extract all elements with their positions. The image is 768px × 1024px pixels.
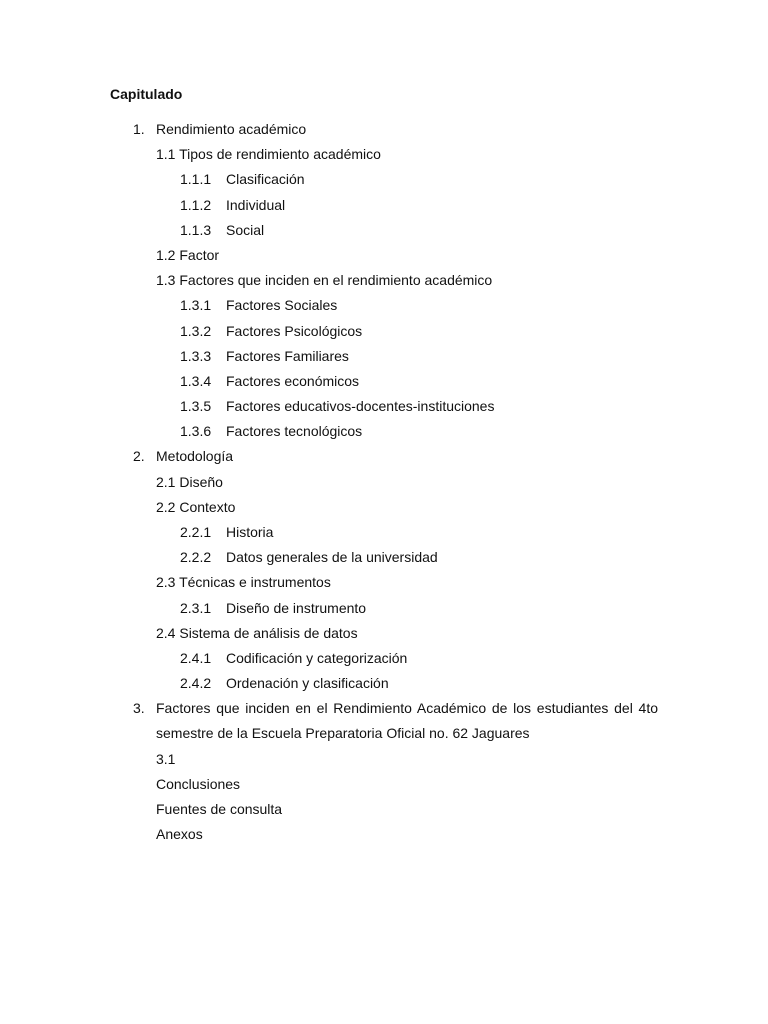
toc-text: Codificación y categorización xyxy=(226,649,408,666)
toc-entry-fuentes xyxy=(0,799,768,824)
toc-number: 1.3.2 xyxy=(180,322,212,339)
toc-entry-2-1 xyxy=(0,472,768,497)
toc-text: Factores Sociales xyxy=(226,297,338,314)
toc-text: Diseño de instrumento xyxy=(226,599,367,616)
toc-entry-1-1 xyxy=(0,144,768,169)
toc-number: 1.1.1 xyxy=(180,171,212,188)
toc-entry-1-3-5 xyxy=(0,396,768,421)
toc-number: 2.4.1 xyxy=(180,649,212,666)
toc-text: 1.2 Factor xyxy=(156,246,220,263)
toc-number: 1.3.3 xyxy=(180,347,212,364)
toc-entry-1-3-2 xyxy=(0,321,768,346)
toc-number: 3. xyxy=(133,700,145,717)
toc-entry-2-3-1 xyxy=(0,598,768,623)
toc-entry-1-1-1 xyxy=(0,169,768,194)
toc-text: Factores económicos xyxy=(226,372,360,389)
toc-number: 1.1.3 xyxy=(180,221,212,238)
toc-text: Social xyxy=(226,221,265,238)
toc-text: Individual xyxy=(226,196,286,213)
table-of-contents xyxy=(0,119,768,849)
toc-entry-2-4-1 xyxy=(0,648,768,673)
toc-text: Anexos xyxy=(156,826,203,843)
toc-number: 1. xyxy=(133,121,145,137)
toc-entry-1-3-6 xyxy=(0,421,768,446)
toc-text: 1.1 Tipos de rendimiento académico xyxy=(156,146,381,163)
toc-entry-2-2-1 xyxy=(0,522,768,547)
toc-text: 2.1 Diseño xyxy=(156,473,223,490)
toc-number: 2.4.2 xyxy=(180,675,212,692)
toc-entry-2-2-2 xyxy=(0,547,768,572)
toc-number: 1.3.6 xyxy=(180,423,212,440)
toc-number: 1.3.1 xyxy=(180,297,212,314)
toc-entry-2 xyxy=(0,446,768,471)
toc-entry-1 xyxy=(0,119,768,144)
toc-text: Conclusiones xyxy=(156,775,241,792)
toc-text: Factores Familiares xyxy=(226,347,349,364)
toc-text: Metodología xyxy=(156,448,234,465)
toc-entry-1-1-2 xyxy=(0,195,768,220)
toc-text: Historia xyxy=(226,524,274,540)
toc-number: 2.2.1 xyxy=(180,524,212,540)
toc-number: 1.1.2 xyxy=(180,196,212,213)
toc-text: Factores que inciden en el Rendimiento Académico de los estudiantes del 4to semestre de la Escuela Preparatoria Oficial no. 62 Jaguares xyxy=(156,699,658,741)
toc-entry-conclusiones xyxy=(0,774,768,799)
toc-entry-1-2 xyxy=(0,245,768,270)
toc-number: 2.3.1 xyxy=(180,599,212,616)
toc-entry-1-3-4 xyxy=(0,371,768,396)
toc-text: Factores tecnológicos xyxy=(226,423,363,440)
toc-entry-2-4 xyxy=(0,623,768,648)
toc-text: Clasificación xyxy=(226,171,305,188)
toc-text: 2.3 Técnicas e instrumentos xyxy=(156,574,331,591)
toc-number: 1.3.4 xyxy=(180,372,212,389)
toc-text: 3.1 xyxy=(156,750,176,767)
toc-text: Datos generales de la universidad xyxy=(226,549,438,566)
toc-entry-1-3-1 xyxy=(0,295,768,320)
toc-entry-2-4-2 xyxy=(0,673,768,698)
toc-entry-1-1-3 xyxy=(0,220,768,245)
toc-entry-2-3 xyxy=(0,572,768,597)
toc-text: Factores Psicológicos xyxy=(226,322,363,339)
toc-text: 2.4 Sistema de análisis de datos xyxy=(156,624,358,641)
toc-number: 2. xyxy=(133,448,145,465)
toc-text: Rendimiento académico xyxy=(156,121,307,137)
toc-text: 1.3 Factores que inciden en el rendimiento académico xyxy=(156,272,493,289)
toc-entry-3-1 xyxy=(0,749,768,774)
toc-entry-3 xyxy=(0,698,768,748)
toc-entry-1-3-3 xyxy=(0,346,768,371)
toc-entry-1-3 xyxy=(0,270,768,295)
toc-text: Fuentes de consulta xyxy=(156,801,283,818)
toc-text: Factores educativos-docentes-instituciones xyxy=(226,398,495,415)
toc-number: 1.3.5 xyxy=(180,398,212,415)
toc-text: Ordenación y clasificación xyxy=(226,675,389,692)
document-title: Capitulado xyxy=(110,86,183,102)
toc-number: 2.2.2 xyxy=(180,549,212,566)
toc-entry-2-2 xyxy=(0,497,768,522)
toc-text: 2.2 Contexto xyxy=(156,498,236,515)
toc-entry-anexos xyxy=(0,824,768,849)
